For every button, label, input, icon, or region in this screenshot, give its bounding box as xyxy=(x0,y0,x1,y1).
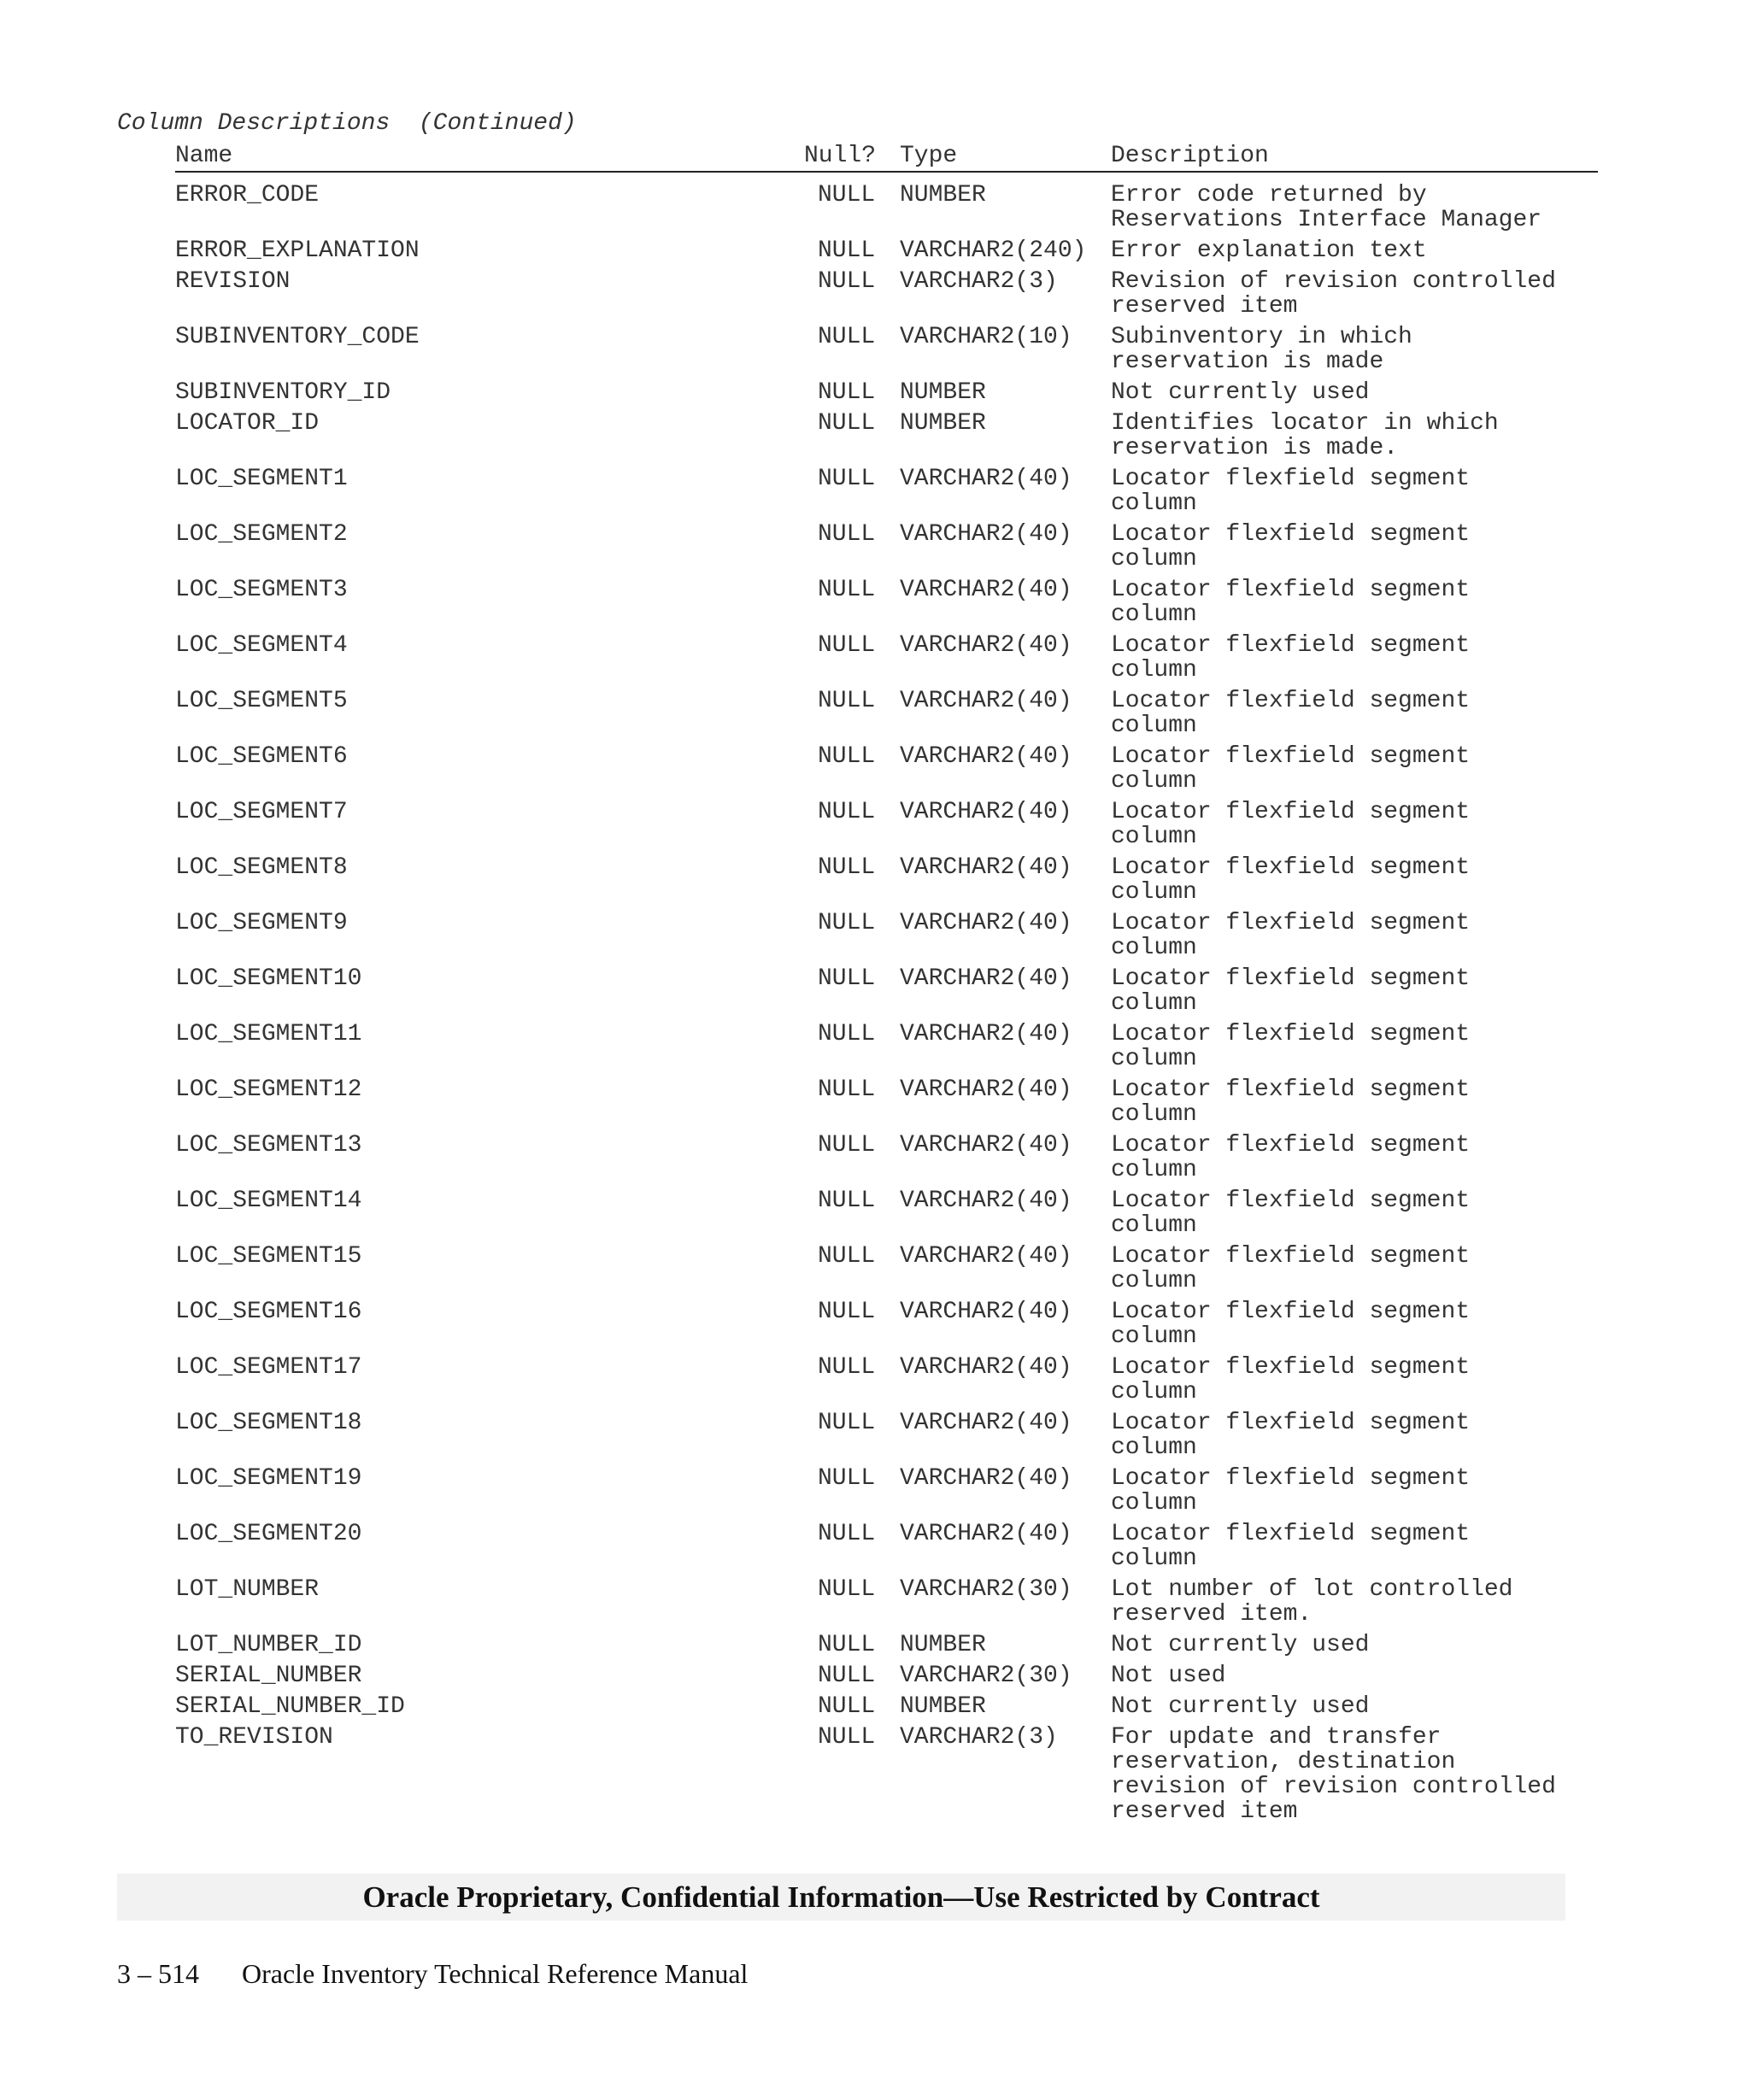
type-cell: VARCHAR2(40) xyxy=(900,1132,1072,1159)
description-cell: Lot number of lot controlled reserved item. xyxy=(1111,1576,1513,1628)
null-cell: NULL xyxy=(818,1410,876,1436)
null-cell: NULL xyxy=(818,1299,876,1325)
type-cell: VARCHAR2(40) xyxy=(900,1354,1072,1381)
null-cell: NULL xyxy=(818,1576,876,1603)
null-cell: NULL xyxy=(818,632,876,659)
description-cell: Not currently used xyxy=(1111,1632,1370,1658)
type-cell: VARCHAR2(40) xyxy=(900,799,1072,825)
type-cell: VARCHAR2(40) xyxy=(900,1076,1072,1103)
description-cell: Not used xyxy=(1111,1663,1226,1689)
table-row xyxy=(175,235,1598,266)
null-cell: NULL xyxy=(818,182,876,208)
null-cell: NULL xyxy=(818,854,876,881)
null-cell: NULL xyxy=(818,1724,876,1751)
table-row xyxy=(175,1185,1598,1241)
description-cell: Locator flexfield segment column xyxy=(1111,1243,1471,1294)
column-name-cell: TO_REVISION xyxy=(175,1724,333,1751)
null-cell: NULL xyxy=(818,688,876,714)
type-cell: NUMBER xyxy=(900,182,986,208)
type-cell: VARCHAR2(40) xyxy=(900,743,1072,770)
table-row xyxy=(175,1722,1598,1827)
type-cell: VARCHAR2(40) xyxy=(900,466,1072,492)
description-cell: Locator flexfield segment column xyxy=(1111,1465,1471,1516)
type-cell: VARCHAR2(40) xyxy=(900,854,1072,881)
table-row xyxy=(175,1691,1598,1722)
type-cell: VARCHAR2(30) xyxy=(900,1663,1072,1689)
table-row xyxy=(175,1407,1598,1463)
column-name-cell: LOC_SEGMENT18 xyxy=(175,1410,362,1436)
table-row xyxy=(175,321,1598,377)
type-cell: VARCHAR2(40) xyxy=(900,577,1072,603)
description-cell: Locator flexfield segment column xyxy=(1111,1076,1471,1128)
type-cell: NUMBER xyxy=(900,379,986,406)
null-cell: NULL xyxy=(818,1076,876,1103)
table-row xyxy=(175,266,1598,321)
type-cell: VARCHAR2(30) xyxy=(900,1576,1072,1603)
table-row xyxy=(175,408,1598,463)
type-cell: VARCHAR2(40) xyxy=(900,1521,1072,1547)
table-row xyxy=(175,519,1598,574)
type-cell: VARCHAR2(240) xyxy=(900,238,1087,264)
column-name-cell: LOC_SEGMENT12 xyxy=(175,1076,362,1103)
description-cell: Locator flexfield segment column xyxy=(1111,466,1471,517)
description-cell: Not currently used xyxy=(1111,1693,1370,1720)
type-cell: VARCHAR2(40) xyxy=(900,965,1072,992)
null-cell: NULL xyxy=(818,1132,876,1159)
description-cell: Locator flexfield segment column xyxy=(1111,1521,1471,1572)
null-cell: NULL xyxy=(818,238,876,264)
table-header xyxy=(175,140,1598,173)
header-name: Name xyxy=(175,143,233,169)
column-name-cell: LOC_SEGMENT3 xyxy=(175,577,348,603)
null-cell: NULL xyxy=(818,910,876,936)
column-name-cell: LOC_SEGMENT4 xyxy=(175,632,348,659)
type-cell: VARCHAR2(40) xyxy=(900,1465,1072,1492)
description-cell: Locator flexfield segment column xyxy=(1111,965,1471,1017)
column-name-cell: LOT_NUMBER xyxy=(175,1576,320,1603)
description-cell: Identifies locator in which reservation is made. xyxy=(1111,410,1499,461)
description-cell: Locator flexfield segment column xyxy=(1111,1188,1471,1239)
description-cell: Not currently used xyxy=(1111,379,1370,406)
column-name-cell: LOC_SEGMENT7 xyxy=(175,799,348,825)
column-name-cell: LOC_SEGMENT10 xyxy=(175,965,362,992)
type-cell: VARCHAR2(40) xyxy=(900,1021,1072,1047)
column-name-cell: LOC_SEGMENT2 xyxy=(175,521,348,548)
null-cell: NULL xyxy=(818,1632,876,1658)
description-cell: Revision of revision controlled reserved item xyxy=(1111,268,1556,320)
table-row xyxy=(175,574,1598,630)
null-cell: NULL xyxy=(818,965,876,992)
type-cell: VARCHAR2(40) xyxy=(900,1410,1072,1436)
description-cell: Locator flexfield segment column xyxy=(1111,521,1471,572)
type-cell: NUMBER xyxy=(900,410,986,437)
column-name-cell: LOC_SEGMENT13 xyxy=(175,1132,362,1159)
table-row xyxy=(175,796,1598,852)
table-row xyxy=(175,463,1598,519)
type-cell: VARCHAR2(3) xyxy=(900,268,1058,295)
table-row xyxy=(175,907,1598,963)
type-cell: VARCHAR2(40) xyxy=(900,521,1072,548)
column-name-cell: LOC_SEGMENT20 xyxy=(175,1521,362,1547)
column-name-cell: LOC_SEGMENT19 xyxy=(175,1465,362,1492)
column-name-cell: SERIAL_NUMBER_ID xyxy=(175,1693,405,1720)
table-row xyxy=(175,1629,1598,1660)
description-cell: Error code returned by Reservations Interface Manager xyxy=(1111,182,1542,233)
table-row xyxy=(175,1463,1598,1518)
table-row xyxy=(175,963,1598,1018)
table-row xyxy=(175,685,1598,741)
banner-text: Oracle Proprietary, Confidential Information––Use Restricted by Contract xyxy=(362,1880,1320,1914)
type-cell: VARCHAR2(10) xyxy=(900,324,1072,350)
type-cell: VARCHAR2(3) xyxy=(900,1724,1058,1751)
table-caption: Column Descriptions (Continued) xyxy=(117,110,577,137)
null-cell: NULL xyxy=(818,379,876,406)
manual-title: Oracle Inventory Technical Reference Manual xyxy=(242,1958,749,1989)
table-row xyxy=(175,630,1598,685)
confidential-banner xyxy=(117,1874,1565,1921)
null-cell: NULL xyxy=(818,268,876,295)
table-row xyxy=(175,1074,1598,1129)
table-row xyxy=(175,1241,1598,1296)
column-name-cell: LOC_SEGMENT6 xyxy=(175,743,348,770)
description-cell: Locator flexfield segment column xyxy=(1111,1410,1471,1461)
description-cell: Subinventory in which reservation is made xyxy=(1111,324,1412,375)
null-cell: NULL xyxy=(818,799,876,825)
description-cell: Locator flexfield segment column xyxy=(1111,743,1471,795)
column-name-cell: LOC_SEGMENT16 xyxy=(175,1299,362,1325)
description-cell: Locator flexfield segment column xyxy=(1111,1299,1471,1350)
column-name-cell: LOC_SEGMENT9 xyxy=(175,910,348,936)
type-cell: VARCHAR2(40) xyxy=(900,632,1072,659)
null-cell: NULL xyxy=(818,410,876,437)
type-cell: NUMBER xyxy=(900,1693,986,1720)
null-cell: NULL xyxy=(818,1693,876,1720)
column-name-cell: ERROR_CODE xyxy=(175,182,320,208)
table-row xyxy=(175,852,1598,907)
column-name-cell: SUBINVENTORY_ID xyxy=(175,379,391,406)
table-row xyxy=(175,1660,1598,1691)
header-null: Null? xyxy=(804,143,877,169)
null-cell: NULL xyxy=(818,1465,876,1492)
column-name-cell: ERROR_EXPLANATION xyxy=(175,238,420,264)
null-cell: NULL xyxy=(818,577,876,603)
null-cell: NULL xyxy=(818,521,876,548)
type-cell: VARCHAR2(40) xyxy=(900,688,1072,714)
table-row xyxy=(175,1352,1598,1407)
column-name-cell: LOC_SEGMENT14 xyxy=(175,1188,362,1214)
table-row xyxy=(175,377,1598,408)
column-name-cell: LOC_SEGMENT11 xyxy=(175,1021,362,1047)
null-cell: NULL xyxy=(818,1663,876,1689)
column-name-cell: LOC_SEGMENT8 xyxy=(175,854,348,881)
null-cell: NULL xyxy=(818,1243,876,1270)
type-cell: VARCHAR2(40) xyxy=(900,1188,1072,1214)
null-cell: NULL xyxy=(818,1021,876,1047)
column-name-cell: SUBINVENTORY_CODE xyxy=(175,324,420,350)
column-name-cell: LOT_NUMBER_ID xyxy=(175,1632,362,1658)
description-cell: Locator flexfield segment column xyxy=(1111,854,1471,906)
null-cell: NULL xyxy=(818,1354,876,1381)
table-row xyxy=(175,179,1598,235)
table-row xyxy=(175,1129,1598,1185)
description-cell: Locator flexfield segment column xyxy=(1111,688,1471,739)
table-row xyxy=(175,1018,1598,1074)
description-cell: Locator flexfield segment column xyxy=(1111,632,1471,683)
table-row xyxy=(175,1574,1598,1629)
column-name-cell: SERIAL_NUMBER xyxy=(175,1663,362,1689)
column-name-cell: REVISION xyxy=(175,268,291,295)
column-name-cell: LOC_SEGMENT17 xyxy=(175,1354,362,1381)
description-cell: For update and transfer reservation, destination revision of revision controlled reserved item xyxy=(1111,1724,1556,1825)
table-row xyxy=(175,1518,1598,1574)
description-cell: Locator flexfield segment column xyxy=(1111,799,1471,850)
null-cell: NULL xyxy=(818,466,876,492)
null-cell: NULL xyxy=(818,743,876,770)
type-cell: VARCHAR2(40) xyxy=(900,910,1072,936)
description-cell: Locator flexfield segment column xyxy=(1111,577,1471,628)
page-number: 3 – 514 xyxy=(117,1958,199,1989)
column-name-cell: LOC_SEGMENT1 xyxy=(175,466,348,492)
description-cell: Locator flexfield segment column xyxy=(1111,910,1471,961)
column-name-cell: LOCATOR_ID xyxy=(175,410,320,437)
type-cell: VARCHAR2(40) xyxy=(900,1243,1072,1270)
type-cell: VARCHAR2(40) xyxy=(900,1299,1072,1325)
description-cell: Locator flexfield segment column xyxy=(1111,1354,1471,1405)
table-row xyxy=(175,741,1598,796)
null-cell: NULL xyxy=(818,1521,876,1547)
table-row xyxy=(175,1296,1598,1352)
description-cell: Locator flexfield segment column xyxy=(1111,1021,1471,1072)
description-cell: Locator flexfield segment column xyxy=(1111,1132,1471,1183)
null-cell: NULL xyxy=(818,324,876,350)
type-cell: NUMBER xyxy=(900,1632,986,1658)
column-name-cell: LOC_SEGMENT15 xyxy=(175,1243,362,1270)
column-name-cell: LOC_SEGMENT5 xyxy=(175,688,348,714)
header-type: Type xyxy=(900,143,958,169)
header-description: Description xyxy=(1111,143,1269,169)
table-body xyxy=(175,179,1598,1827)
null-cell: NULL xyxy=(818,1188,876,1214)
description-cell: Error explanation text xyxy=(1111,238,1427,264)
